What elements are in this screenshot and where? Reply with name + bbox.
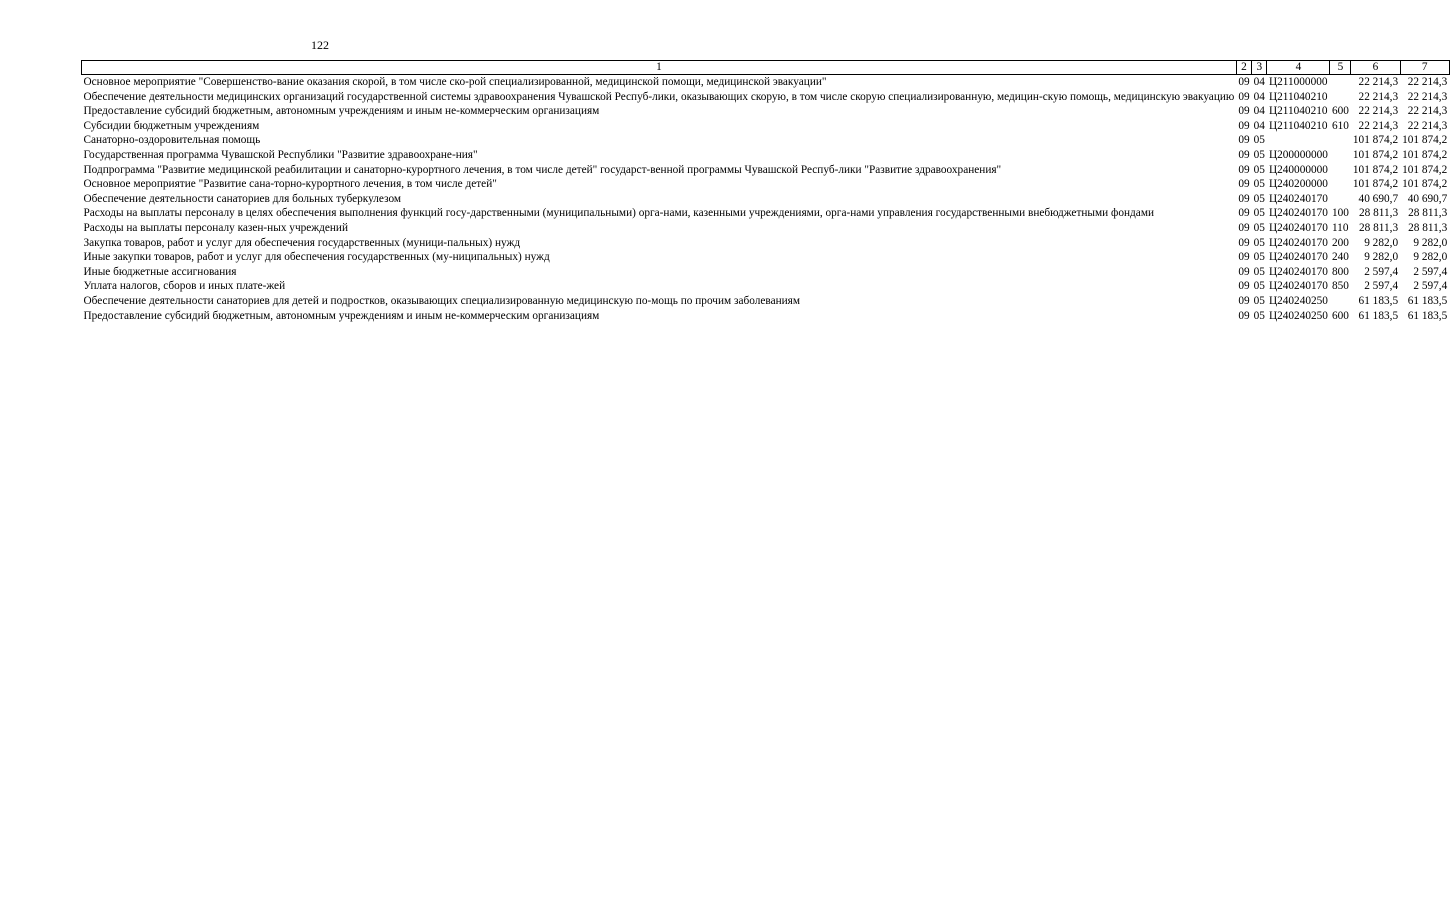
row-expense-type (1330, 133, 1351, 148)
row-expense-type: 200 (1331, 236, 1349, 249)
row-expense-type: 610 (1331, 119, 1349, 132)
row-target-code: Ц211040210 (1268, 105, 1328, 118)
row-amount-6: 40 690,7 (1358, 192, 1399, 205)
row-amount-7: 9 282,0 (1413, 236, 1448, 249)
row-name: Государственная программа Чувашской Республики "Развитие здравоохране-ния" (83, 148, 478, 161)
row-section: 09 (1238, 163, 1250, 176)
row-name: Обеспечение деятельности санаториев для детей и подростков, оказывающих специализированную медицинскую по-мощь по прочим заболеваниям (83, 294, 801, 307)
row-subsection: 05 (1253, 148, 1265, 161)
row-subsection: 05 (1253, 178, 1265, 191)
table-row (82, 90, 1450, 105)
col-header-3: 3 (1252, 61, 1267, 75)
row-amount-7: 2 597,4 (1413, 265, 1448, 278)
row-amount-7: 101 874,2 (1402, 178, 1448, 191)
row-subsection: 04 (1253, 90, 1265, 103)
row-name: Иные бюджетные ассигнования (83, 265, 237, 278)
row-target-code (1267, 133, 1330, 148)
row-amount-6: 101 874,2 (1352, 163, 1399, 176)
row-name: Основное мероприятие "Развитие сана-торно-курортного лечения, в том числе детей" (83, 178, 497, 191)
row-subsection: 05 (1253, 265, 1265, 278)
row-subsection: 05 (1253, 236, 1265, 249)
table-row (82, 279, 1450, 294)
row-section: 09 (1238, 105, 1250, 118)
row-amount-7: 61 183,5 (1407, 294, 1448, 307)
row-subsection: 04 (1253, 119, 1265, 132)
table-row (82, 75, 1450, 90)
row-section: 09 (1238, 76, 1250, 88)
row-name: Основное мероприятие "Совершенство-вание оказания скорой, в том числе ско-рой специализированной, медицинской помощи, медицинской эвакуации" (83, 76, 827, 88)
table-row (82, 309, 1450, 324)
row-amount-6: 101 874,2 (1352, 134, 1399, 147)
row-amount-7: 101 874,2 (1402, 163, 1448, 176)
table-header-row (82, 61, 1450, 75)
row-amount-7: 61 183,5 (1407, 309, 1448, 322)
row-amount-7: 101 874,2 (1402, 134, 1448, 147)
row-section: 09 (1238, 309, 1250, 322)
row-target-code: Ц240240170 (1268, 251, 1328, 264)
row-amount-6: 22 214,3 (1358, 76, 1399, 88)
row-subsection: 05 (1253, 163, 1265, 176)
row-section: 09 (1238, 192, 1250, 205)
row-amount-7: 101 874,2 (1402, 148, 1448, 161)
row-subsection: 05 (1253, 192, 1265, 205)
row-amount-7: 2 597,4 (1413, 280, 1448, 293)
row-section: 09 (1238, 294, 1250, 307)
row-target-code: Ц211000000 (1268, 76, 1328, 88)
row-expense-type: 800 (1331, 265, 1349, 278)
row-subsection: 04 (1253, 76, 1265, 88)
row-target-code: Ц240240170 (1268, 207, 1328, 220)
row-amount-6: 22 214,3 (1358, 105, 1399, 118)
row-amount-6: 2 597,4 (1364, 280, 1399, 293)
row-amount-6: 61 183,5 (1358, 294, 1399, 307)
row-section: 09 (1238, 236, 1250, 249)
row-section: 09 (1238, 265, 1250, 278)
table-row (82, 177, 1450, 192)
col-header-1: 1 (82, 61, 1237, 75)
row-name: Обеспечение деятельности санаториев для больных туберкулезом (83, 192, 402, 205)
col-header-7: 7 (1400, 61, 1449, 75)
table-row (82, 104, 1450, 119)
budget-table (81, 60, 1450, 323)
row-section: 09 (1238, 251, 1250, 264)
row-target-code: Ц240240170 (1268, 236, 1328, 249)
row-target-code: Ц200000000 (1268, 148, 1328, 161)
row-name: Санаторно-оздоровительная помощь (83, 134, 261, 147)
row-amount-6: 22 214,3 (1358, 119, 1399, 132)
col-header-2: 2 (1236, 61, 1251, 75)
row-target-code: Ц211040210 (1268, 119, 1328, 132)
table-row (82, 148, 1450, 163)
row-name: Обеспечение деятельности медицинских организаций государственной системы здравоохранения Чувашской Респуб-лики, оказывающих скорую, в том числе скорую специализированную, медицин-скую помощь, медицинскую эвакуацию (83, 90, 1235, 103)
row-amount-7: 22 214,3 (1407, 90, 1448, 103)
row-subsection: 05 (1253, 221, 1265, 234)
row-amount-6: 28 811,3 (1358, 207, 1399, 220)
row-subsection: 04 (1253, 105, 1265, 118)
row-amount-6: 9 282,0 (1364, 251, 1399, 264)
row-amount-6: 9 282,0 (1364, 236, 1399, 249)
table-row (82, 163, 1450, 178)
row-name: Предоставление субсидий бюджетным, автономным учреждениям и иным не-коммерческим организациям (83, 309, 600, 322)
row-target-code: Ц240240170 (1268, 192, 1328, 205)
row-section: 09 (1238, 148, 1250, 161)
row-section: 09 (1238, 134, 1250, 147)
row-target-code: Ц240240250 (1268, 294, 1328, 307)
row-section: 09 (1238, 280, 1250, 293)
row-target-code: Ц240240170 (1268, 221, 1328, 234)
row-expense-type: 850 (1331, 280, 1349, 293)
row-name: Предоставление субсидий бюджетным, автономным учреждениям и иным не-коммерческим организациям (83, 105, 600, 118)
row-expense-type: 110 (1331, 221, 1349, 234)
row-amount-7: 28 811,3 (1408, 221, 1448, 234)
row-section: 09 (1238, 207, 1250, 220)
row-subsection: 05 (1253, 251, 1265, 264)
table-row (82, 192, 1450, 207)
row-amount-7: 40 690,7 (1407, 192, 1448, 205)
row-amount-6: 101 874,2 (1352, 148, 1399, 161)
row-expense-type (1330, 163, 1351, 178)
row-name: Иные закупки товаров, работ и услуг для обеспечения государственных (му-ниципальных) нужд (83, 251, 550, 264)
row-name: Подпрограмма "Развитие медицинской реабилитации и санаторно-курортного лечения, в том числе детей" государст-венной программы Чувашской Респуб-лики "Развитие здравоохранения" (83, 163, 1002, 176)
row-section: 09 (1238, 119, 1250, 132)
row-amount-7: 28 811,3 (1408, 207, 1448, 220)
row-amount-6: 22 214,3 (1358, 90, 1399, 103)
row-amount-7: 9 282,0 (1413, 251, 1448, 264)
page-number: 122 (311, 38, 329, 52)
row-expense-type (1330, 90, 1351, 105)
col-header-6: 6 (1351, 61, 1400, 75)
row-name: Закупка товаров, работ и услуг для обеспечения государственных (муници-пальных) нужд (83, 236, 521, 249)
table-row (82, 133, 1450, 148)
row-subsection: 05 (1253, 134, 1265, 147)
row-expense-type: 100 (1331, 207, 1349, 220)
row-expense-type (1330, 177, 1351, 192)
table-row (82, 221, 1450, 236)
row-expense-type: 240 (1331, 251, 1349, 264)
table-row (82, 236, 1450, 251)
table-row (82, 250, 1450, 265)
row-target-code: Ц240000000 (1268, 163, 1328, 176)
row-section: 09 (1238, 178, 1250, 191)
row-expense-type (1330, 75, 1351, 90)
row-subsection: 05 (1253, 309, 1265, 322)
row-expense-type (1330, 192, 1351, 207)
row-subsection: 05 (1253, 294, 1265, 307)
table-row (82, 294, 1450, 309)
table-row (82, 206, 1450, 221)
row-expense-type: 600 (1331, 309, 1349, 322)
row-amount-7: 22 214,3 (1407, 105, 1448, 118)
col-header-4: 4 (1267, 61, 1330, 75)
row-amount-6: 101 874,2 (1352, 178, 1399, 191)
row-amount-6: 2 597,4 (1364, 265, 1399, 278)
row-expense-type (1330, 148, 1351, 163)
row-target-code: Ц240240170 (1268, 265, 1328, 278)
row-name: Расходы на выплаты персоналу в целях обеспечения выполнения функций госу-дарственными (муниципальными) орга-нами, казенными учреждениями, орга-нами управления государственными внебюджетными фондами (83, 207, 1155, 220)
table-row (82, 119, 1450, 134)
row-name: Уплата налогов, сборов и иных плате-жей (83, 280, 286, 293)
row-amount-7: 22 214,3 (1407, 119, 1448, 132)
row-name: Расходы на выплаты персоналу казен-ных учреждений (83, 221, 348, 234)
row-expense-type: 600 (1331, 105, 1349, 118)
row-target-code: Ц211040210 (1268, 90, 1328, 103)
row-name: Субсидии бюджетным учреждениям (83, 119, 260, 132)
row-subsection: 05 (1253, 207, 1265, 220)
row-target-code: Ц240200000 (1268, 178, 1328, 191)
row-subsection: 05 (1253, 280, 1265, 293)
row-target-code: Ц240240250 (1268, 309, 1328, 322)
table-row (82, 265, 1450, 280)
row-target-code: Ц240240170 (1268, 280, 1328, 293)
col-header-5: 5 (1330, 61, 1351, 75)
row-section: 09 (1238, 90, 1250, 103)
row-section: 09 (1238, 221, 1250, 234)
row-amount-7: 22 214,3 (1407, 76, 1448, 88)
row-amount-6: 61 183,5 (1358, 309, 1399, 322)
row-amount-6: 28 811,3 (1358, 221, 1399, 234)
row-expense-type (1330, 294, 1351, 309)
